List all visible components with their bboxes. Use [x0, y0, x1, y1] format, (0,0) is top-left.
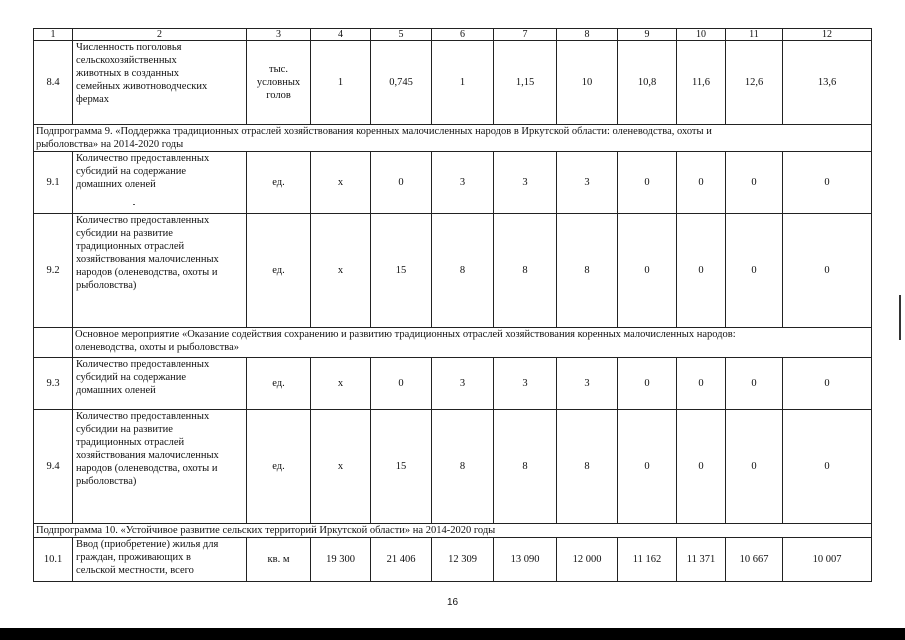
indicator-name-cell	[73, 358, 247, 410]
value-cell: 0	[618, 214, 677, 328]
unit-line: условных	[256, 77, 301, 88]
table-row	[34, 538, 872, 582]
scan-edge-mark	[899, 295, 901, 340]
value-cell: 3	[494, 358, 557, 410]
value-cell: 10,8	[618, 41, 677, 125]
unit-line: ед.	[272, 177, 285, 188]
unit-cell	[247, 214, 311, 328]
unit-cell	[247, 538, 311, 582]
value-cell: 3	[557, 358, 618, 410]
column-number-cell: 12	[783, 29, 872, 41]
unit-line: голов	[266, 90, 291, 101]
indicator-name-line: граждан, проживающих в	[76, 552, 191, 563]
scan-bottom-border	[0, 628, 905, 640]
value-cell: 11 371	[677, 538, 726, 582]
column-number-cell: 7	[494, 29, 557, 41]
value-cell: 0	[677, 152, 726, 214]
table-body	[34, 29, 872, 582]
row-number-cell: 9.4	[34, 410, 73, 524]
indicator-name-line: субсидий на содержание	[76, 372, 187, 383]
indicator-name-line: рыболовства)	[76, 476, 137, 487]
indicator-name-line: народов (оленеводства, охоты и	[76, 267, 218, 278]
indicator-name-line: хозяйствования малочисленных	[76, 254, 219, 265]
value-cell: 1	[311, 41, 371, 125]
value-cell: х	[311, 214, 371, 328]
indicator-name-line: животных в созданных	[76, 68, 180, 79]
indicator-name-line: фермах	[76, 94, 110, 105]
value-cell: 13 090	[494, 538, 557, 582]
value-cell: 15	[371, 410, 432, 524]
value-cell: 0	[726, 358, 783, 410]
value-cell: 0	[677, 214, 726, 328]
value-cell: 12 000	[557, 538, 618, 582]
row-number-cell: 9.3	[34, 358, 73, 410]
row-number-cell: 8.4	[34, 41, 73, 125]
value-cell: 1,15	[494, 41, 557, 125]
section-heading-row	[34, 524, 872, 538]
value-cell: х	[311, 152, 371, 214]
indicator-name-line: народов (оленеводства, охоты и	[76, 463, 218, 474]
unit-line: тыс.	[269, 64, 288, 75]
value-cell: 1	[432, 41, 494, 125]
unit-line: ед.	[272, 378, 285, 389]
value-cell: 8	[557, 214, 618, 328]
column-number-cell: 6	[432, 29, 494, 41]
unit-cell	[247, 152, 311, 214]
value-cell: 8	[557, 410, 618, 524]
column-number-cell: 1	[34, 29, 73, 41]
section-heading-cell	[34, 524, 872, 538]
value-cell: 0,745	[371, 41, 432, 125]
indicator-name-line: сельской местности, всего	[76, 565, 194, 576]
section-heading-line: Подпрограмма 10. «Устойчивое развитие сельских территорий Иркутской области» на 2014-2020 годы	[36, 525, 496, 536]
table-row	[34, 152, 872, 214]
section-heading-line: Основное мероприятие «Оказание содействия сохранению и развитию традиционных отраслей хозяйствования коренных малочисленных народов:	[75, 329, 736, 340]
unit-line: кв. м	[267, 554, 290, 565]
value-cell: 3	[432, 358, 494, 410]
value-cell: 10 667	[726, 538, 783, 582]
section-heading-row	[34, 328, 872, 358]
value-cell: 8	[432, 214, 494, 328]
value-cell: х	[311, 410, 371, 524]
indicator-name-line: семейных животноводческих	[76, 81, 208, 92]
value-cell: 8	[432, 410, 494, 524]
indicator-name-line: субсидии на развитие	[76, 228, 173, 239]
value-cell: 15	[371, 214, 432, 328]
value-cell: 0	[677, 410, 726, 524]
table-row	[34, 410, 872, 524]
column-number-cell: 11	[726, 29, 783, 41]
value-cell: 3	[432, 152, 494, 214]
indicator-name-line: Количество предоставленных	[76, 359, 210, 370]
value-cell: 12 309	[432, 538, 494, 582]
column-number-cell: 8	[557, 29, 618, 41]
row-number-cell: 9.2	[34, 214, 73, 328]
indicator-name-cell	[73, 214, 247, 328]
indicator-name-cell	[73, 410, 247, 524]
indicator-name-line: домашних оленей	[76, 179, 156, 190]
value-cell: 8	[494, 410, 557, 524]
value-cell: 0	[677, 358, 726, 410]
indicator-name-line: Количество предоставленных	[76, 411, 210, 422]
empty-number-cell	[34, 328, 73, 358]
value-cell: 10 007	[783, 538, 872, 582]
indicator-name-line: хозяйствования малочисленных	[76, 450, 219, 461]
value-cell: 3	[557, 152, 618, 214]
value-cell: 0	[783, 152, 872, 214]
value-cell: 8	[494, 214, 557, 328]
row-number-cell: 10.1	[34, 538, 73, 582]
section-heading-row	[34, 125, 872, 152]
column-number-row	[34, 29, 872, 41]
value-cell: 21 406	[371, 538, 432, 582]
value-cell: 0	[618, 358, 677, 410]
column-number-cell: 9	[618, 29, 677, 41]
indicator-name-line: Численность поголовья	[76, 42, 182, 53]
value-cell: 0	[726, 410, 783, 524]
row-number-cell: 9.1	[34, 152, 73, 214]
indicator-name-line: рыболовства)	[76, 280, 137, 291]
column-number-cell: 4	[311, 29, 371, 41]
table-row	[34, 214, 872, 328]
value-cell: 0	[783, 358, 872, 410]
indicator-name-line: субсидий на содержание	[76, 166, 187, 177]
unit-line: ед.	[272, 265, 285, 276]
column-number-cell: 10	[677, 29, 726, 41]
indicator-name-line: сельскохозяйственных	[76, 55, 177, 66]
indicator-name-line: традиционных отраслей	[76, 437, 185, 448]
scan-speck	[133, 204, 135, 205]
section-heading-line: Подпрограмма 9. «Поддержка традиционных отраслей хозяйствования коренных малочисленных народов в Иркутской области: оленеводства, охоты и	[36, 126, 712, 137]
value-cell: 13,6	[783, 41, 872, 125]
indicator-table	[33, 28, 872, 582]
section-heading-cell	[73, 328, 872, 358]
value-cell: 0	[726, 152, 783, 214]
value-cell: 0	[618, 152, 677, 214]
value-cell: 10	[557, 41, 618, 125]
table-row	[34, 41, 872, 125]
value-cell: 11 162	[618, 538, 677, 582]
value-cell: 0	[726, 214, 783, 328]
unit-cell	[247, 358, 311, 410]
value-cell: 11,6	[677, 41, 726, 125]
section-heading-cell	[34, 125, 872, 152]
unit-cell	[247, 410, 311, 524]
indicator-name-line: традиционных отраслей	[76, 241, 185, 252]
unit-line: ед.	[272, 461, 285, 472]
value-cell: 0	[783, 214, 872, 328]
value-cell: 0	[618, 410, 677, 524]
indicator-name-line: субсидии на развитие	[76, 424, 173, 435]
section-heading-line: оленеводства, охоты и рыболовства»	[75, 342, 240, 353]
column-number-cell: 2	[73, 29, 247, 41]
value-cell: 3	[494, 152, 557, 214]
value-cell: 12,6	[726, 41, 783, 125]
indicator-name-cell	[73, 538, 247, 582]
indicator-name-cell	[73, 152, 247, 214]
page-number: 16	[446, 597, 459, 608]
indicator-name-line: Ввод (приобретение) жилья для	[76, 539, 219, 550]
column-number-cell: 5	[371, 29, 432, 41]
indicator-name-line: Количество предоставленных	[76, 215, 210, 226]
value-cell: 19 300	[311, 538, 371, 582]
indicator-name-cell	[73, 41, 247, 125]
value-cell: 0	[371, 152, 432, 214]
indicator-name-line: домашних оленей	[76, 385, 156, 396]
unit-cell	[247, 41, 311, 125]
value-cell: х	[311, 358, 371, 410]
table-row	[34, 358, 872, 410]
value-cell: 0	[783, 410, 872, 524]
column-number-cell: 3	[247, 29, 311, 41]
section-heading-line: рыболовства» на 2014-2020 годы	[36, 139, 184, 150]
indicator-name-line: Количество предоставленных	[76, 153, 210, 164]
value-cell: 0	[371, 358, 432, 410]
